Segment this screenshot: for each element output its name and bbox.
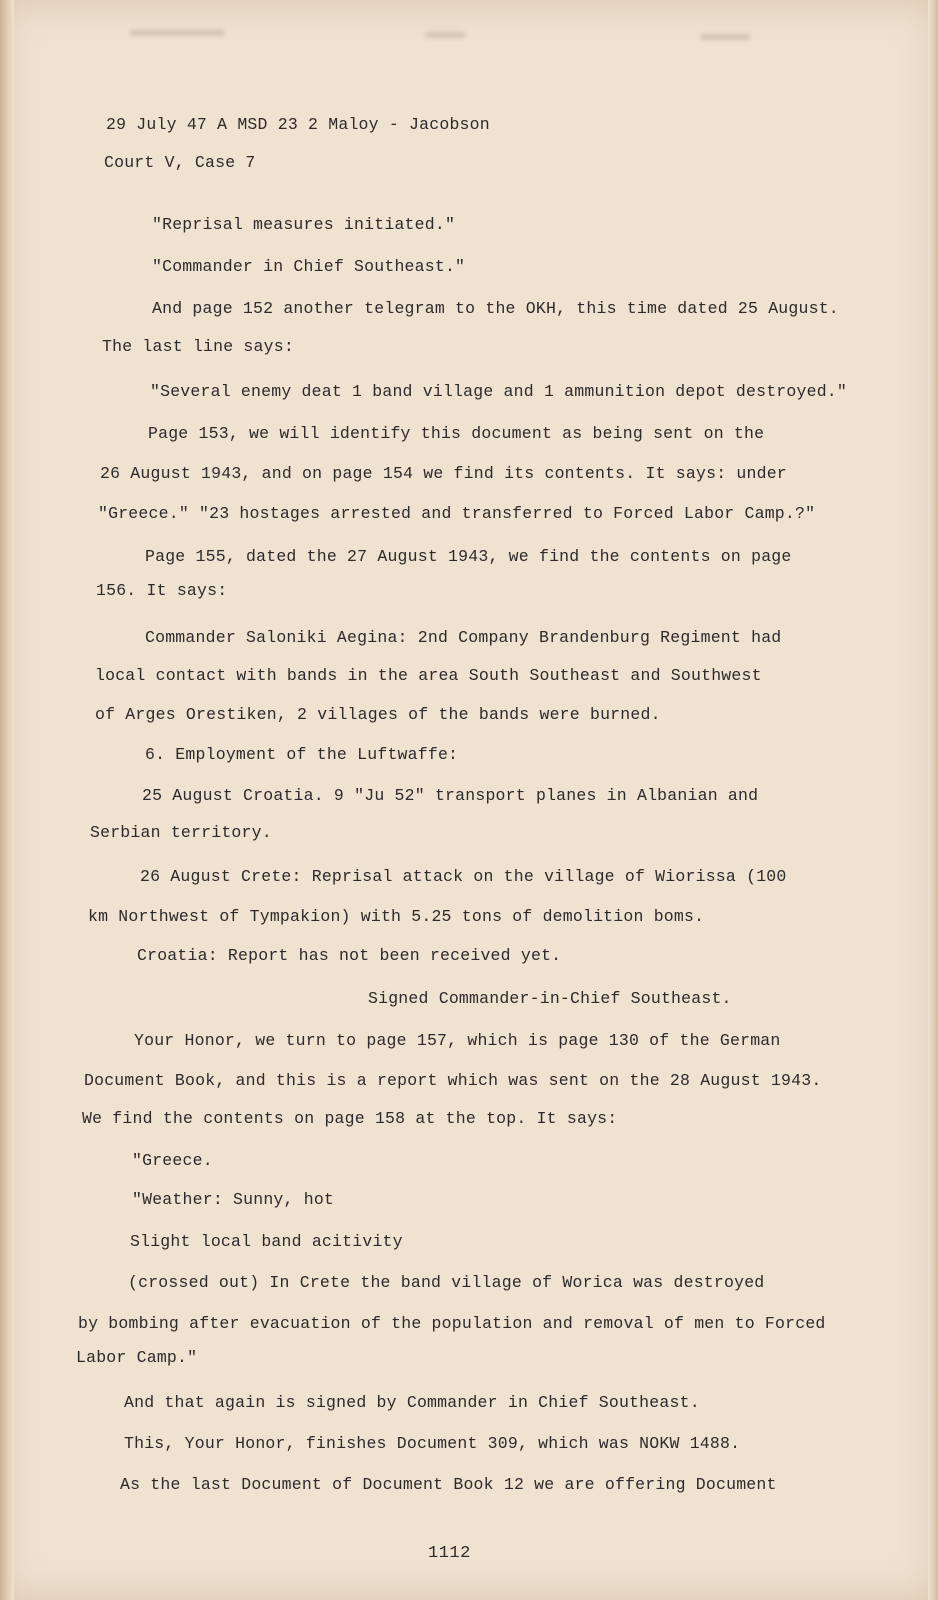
text-line: "Several enemy deat 1 band village and 1 ammunition depot destroyed." bbox=[150, 382, 848, 401]
text-line: Page 155, dated the 27 August 1943, we find the contents on page bbox=[145, 547, 792, 566]
text-line: And page 152 another telegram to the OKH, this time dated 25 August. bbox=[152, 299, 839, 318]
text-line: The last line says: bbox=[102, 337, 294, 356]
ink-smudge bbox=[700, 34, 750, 40]
header-line-2: Court V, Case 7 bbox=[104, 153, 256, 172]
text-line: And that again is signed by Commander in Chief Southeast. bbox=[124, 1393, 700, 1412]
page-left-edge bbox=[0, 0, 14, 1600]
page-number: 1112 bbox=[428, 1544, 471, 1563]
text-line: We find the contents on page 158 at the top. It says: bbox=[82, 1109, 618, 1128]
text-line: 25 August Croatia. 9 "Ju 52" transport planes in Albanian and bbox=[142, 786, 759, 805]
text-line: "Weather: Sunny, hot bbox=[132, 1190, 335, 1209]
text-line: As the last Document of Document Book 12 we are offering Document bbox=[120, 1475, 777, 1494]
text-line: Croatia: Report has not been received yet. bbox=[137, 946, 562, 965]
text-line: Your Honor, we turn to page 157, which is page 130 of the German bbox=[134, 1031, 781, 1050]
text-line: Page 153, we will identify this document as being sent on the bbox=[148, 424, 765, 443]
ink-smudge bbox=[425, 32, 465, 38]
text-line: "Reprisal measures initiated." bbox=[152, 215, 456, 234]
ink-smudge bbox=[130, 30, 225, 36]
text-line: by bombing after evacuation of the population and removal of men to Forced bbox=[78, 1314, 826, 1333]
text-line: 156. It says: bbox=[96, 581, 228, 600]
text-line: "Commander in Chief Southeast." bbox=[152, 257, 466, 276]
text-line: 26 August 1943, and on page 154 we find its contents. It says: under bbox=[100, 464, 787, 483]
text-line: Labor Camp." bbox=[76, 1348, 198, 1367]
text-line: local contact with bands in the area South Southeast and Southwest bbox=[95, 666, 762, 685]
text-line: of Arges Orestiken, 2 villages of the bands were burned. bbox=[95, 705, 661, 724]
text-line: "Greece." "23 hostages arrested and transferred to Forced Labor Camp.?" bbox=[98, 504, 816, 523]
signature-line: Signed Commander-in-Chief Southeast. bbox=[368, 989, 732, 1008]
text-line: 6. Employment of the Luftwaffe: bbox=[145, 745, 459, 764]
text-line: Slight local band acitivity bbox=[130, 1232, 403, 1251]
page-right-edge bbox=[928, 0, 938, 1600]
text-line: Commander Saloniki Aegina: 2nd Company Brandenburg Regiment had bbox=[145, 628, 782, 647]
text-line: 26 August Crete: Reprisal attack on the village of Wiorissa (100 bbox=[140, 867, 787, 886]
text-line: Document Book, and this is a report which was sent on the 28 August 1943. bbox=[84, 1071, 822, 1090]
text-line: "Greece. bbox=[132, 1151, 213, 1170]
text-line: This, Your Honor, finishes Document 309, which was NOKW 1488. bbox=[124, 1434, 741, 1453]
text-line: km Northwest of Tympakion) with 5.25 tons of demolition boms. bbox=[88, 907, 705, 926]
text-line: Serbian territory. bbox=[90, 823, 272, 842]
header-line-1: 29 July 47 A MSD 23 2 Maloy - Jacobson bbox=[106, 115, 490, 134]
text-line: (crossed out) In Crete the band village of Worica was destroyed bbox=[128, 1273, 765, 1292]
